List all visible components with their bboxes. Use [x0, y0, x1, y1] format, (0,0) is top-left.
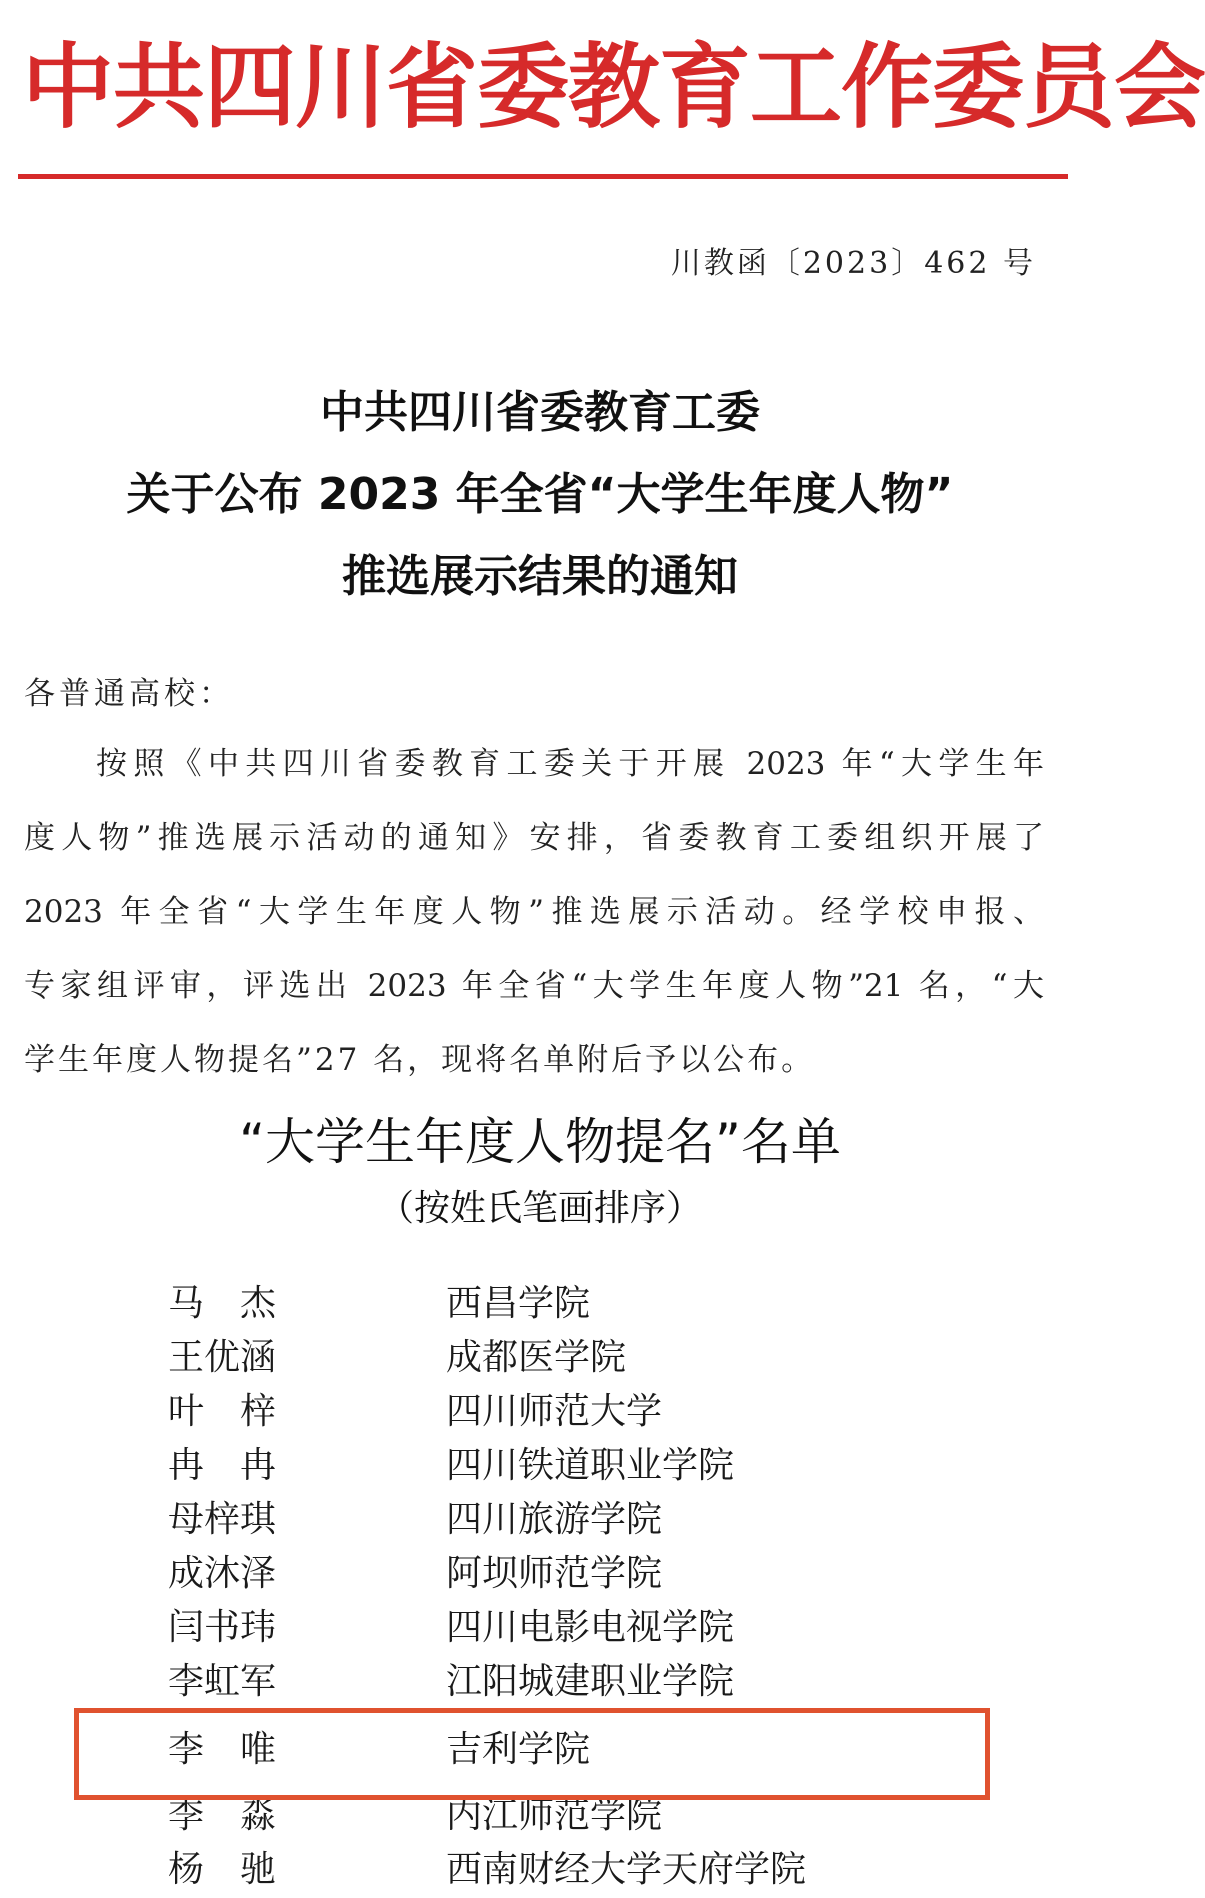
list-item: [0, 1492, 1080, 1548]
list-item: [0, 1654, 1080, 1710]
nominee-school: 吉利学院: [446, 1729, 591, 1770]
list-item: [0, 1546, 1080, 1602]
nominee-school: 阿坝师范学院: [446, 1553, 663, 1594]
nominee-school: 西昌学院: [446, 1283, 591, 1324]
highlight-annotation-box: [74, 1708, 990, 1800]
list-item: [0, 1438, 1080, 1494]
nominee-name: 杨 驰: [168, 1849, 277, 1890]
list-item: [0, 1842, 1080, 1898]
list-item: [0, 1330, 1080, 1386]
nominee-name: 李 唯: [168, 1729, 277, 1770]
nominee-school: 四川旅游学院: [446, 1499, 663, 1540]
nominee-name: 母梓琪: [168, 1499, 277, 1540]
nominee-school: 成都医学院: [446, 1337, 627, 1378]
nominee-school: 内江师范学院: [446, 1795, 663, 1836]
nominee-school: 西南财经大学天府学院: [446, 1849, 807, 1890]
body-line: 学生年度人物提名”27 名，现将名单附后予以公布。: [24, 1042, 816, 1078]
nominee-name: 闫书玮: [168, 1607, 277, 1648]
body-line: 度人物”推选展示活动的通知》安排，省委教育工委组织开展了: [24, 820, 1044, 856]
notice-title-line-1: 中共四川省委教育工委: [320, 387, 760, 438]
list-item: [0, 1600, 1080, 1656]
list-item: [0, 1384, 1080, 1440]
nominee-name: 成沐泽: [168, 1553, 277, 1594]
document-number: 川教函〔2023〕462 号: [670, 246, 1036, 281]
body-line: 2023 年全省“大学生年度人物”推选展示活动。经学校申报、: [24, 894, 1044, 930]
issuing-organization-header: 中共四川省委教育工作委员会: [22, 34, 1205, 141]
nominee-school: 江阳城建职业学院: [446, 1661, 735, 1702]
nominee-school: 四川师范大学: [446, 1391, 663, 1432]
nominee-name: 马 杰: [168, 1283, 277, 1324]
nominee-name: 李 淼: [168, 1795, 277, 1836]
body-line: 按照《中共四川省委教育工委关于开展 2023 年“大学生年: [96, 746, 1044, 782]
notice-title-line-3: 推选展示结果的通知: [342, 551, 738, 602]
notice-title-line-2: 关于公布 2023 年全省“大学生年度人物”: [126, 469, 954, 520]
nominee-list-title: “大学生年度人物提名”名单: [239, 1113, 841, 1171]
nominee-name: 叶 梓: [168, 1391, 277, 1432]
nominee-school: 四川电影电视学院: [446, 1607, 735, 1648]
header-red-rule: [18, 174, 1068, 179]
nominee-school: 四川铁道职业学院: [446, 1445, 735, 1486]
nominee-list-subtitle: （按姓氏笔画排序）: [377, 1188, 702, 1229]
addressee: 各普通高校：: [24, 676, 234, 712]
nominee-name: 冉 冉: [168, 1445, 277, 1486]
nominee-name: 李虹军: [168, 1661, 277, 1702]
nominee-name: 王优涵: [168, 1337, 277, 1378]
body-line: 专家组评审，评选出 2023 年全省“大学生年度人物”21 名，“大: [24, 968, 1044, 1004]
list-item: [0, 1276, 1080, 1332]
